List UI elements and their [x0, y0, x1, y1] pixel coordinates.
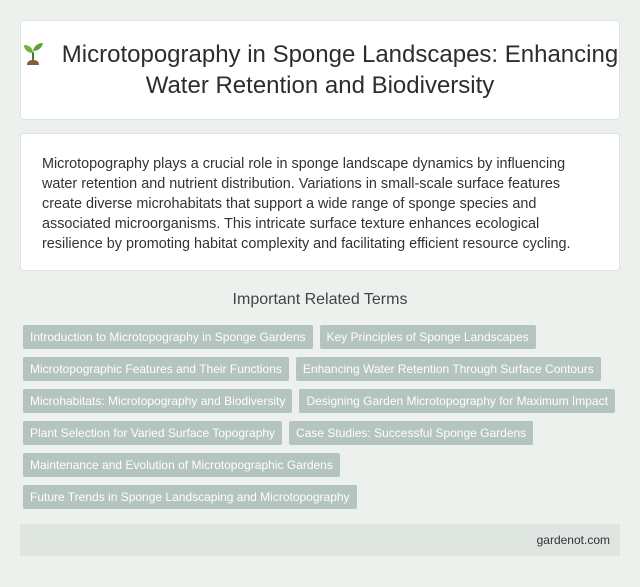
related-terms-heading: Important Related Terms [232, 291, 408, 308]
title-card [20, 20, 620, 120]
related-term-tag[interactable]: Microtopographic Features and Their Functions [23, 357, 289, 381]
page-title-text: Microtopography in Sponge Landscapes: Enhancing Water Retention and Biodiversity [61, 41, 619, 99]
related-term-tag[interactable]: Designing Garden Microtopography for Maximum Impact [299, 389, 614, 413]
intro-paragraph: Microtopography plays a crucial role in sponge landscape dynamics by influencing water retention and nutrient distribution. Variations in small-scale surface features create diverse microhabitats that support a wide range of sponge species and associated microorganisms. This intricate surface texture enhances ecological resilience by promoting habitat complexity and facilitating efficient resource cycling. [42, 156, 571, 252]
related-term-tag[interactable]: Future Trends in Sponge Landscaping and Microtopography [23, 485, 357, 509]
related-term-tag[interactable]: Enhancing Water Retention Through Surface Contours [296, 357, 601, 381]
intro-card [20, 133, 620, 271]
related-term-tag[interactable]: Case Studies: Successful Sponge Gardens [289, 421, 533, 445]
related-term-tag[interactable]: Key Principles of Sponge Landscapes [320, 325, 536, 349]
page-title [21, 39, 619, 101]
related-terms-list [23, 325, 619, 509]
related-term-tag[interactable]: Plant Selection for Varied Surface Topography [23, 421, 282, 445]
related-term-tag[interactable]: Maintenance and Evolution of Microtopographic Gardens [23, 453, 340, 477]
related-term-tag[interactable]: Introduction to Microtopography in Sponge Gardens [23, 325, 313, 349]
sprout-icon [22, 41, 44, 65]
footer [20, 524, 620, 556]
related-term-tag[interactable]: Microhabitats: Microtopography and Biodiversity [23, 389, 292, 413]
footer-site-link[interactable]: gardenot.com [536, 533, 610, 547]
